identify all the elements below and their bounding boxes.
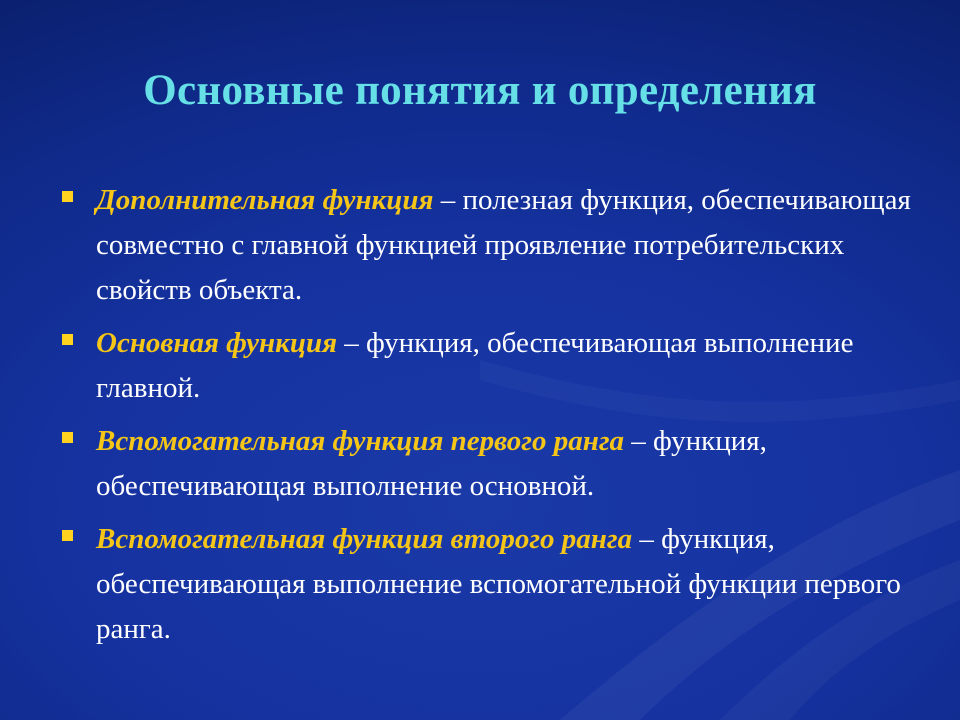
square-bullet-icon bbox=[62, 530, 73, 541]
definition: – функция, обеспечивающая выполнение основной. bbox=[96, 425, 767, 502]
list-item bbox=[60, 517, 920, 652]
slide-title: Основные понятия и определения bbox=[143, 67, 817, 114]
term: Дополнительная функция bbox=[96, 184, 434, 216]
definition-list bbox=[60, 178, 920, 660]
list-item bbox=[60, 321, 920, 411]
list-item bbox=[60, 178, 920, 313]
term: Вспомогательная функция первого ранга bbox=[96, 425, 625, 457]
square-bullet-icon bbox=[62, 432, 73, 443]
list-item bbox=[60, 419, 920, 509]
term: Вспомогательная функция второго ранга bbox=[96, 523, 633, 555]
definition: – функция, обеспечивающая выполнение вспомогательной функции первого ранга. bbox=[96, 523, 901, 645]
term: Основная функция bbox=[96, 327, 338, 359]
square-bullet-icon bbox=[62, 191, 73, 202]
square-bullet-icon bbox=[62, 334, 73, 345]
definition: – полезная функция, обеспечивающая совместно с главной функцией проявление потребительских свойств объекта. bbox=[96, 184, 911, 306]
definition: – функция, обеспечивающая выполнение главной. bbox=[96, 327, 854, 404]
